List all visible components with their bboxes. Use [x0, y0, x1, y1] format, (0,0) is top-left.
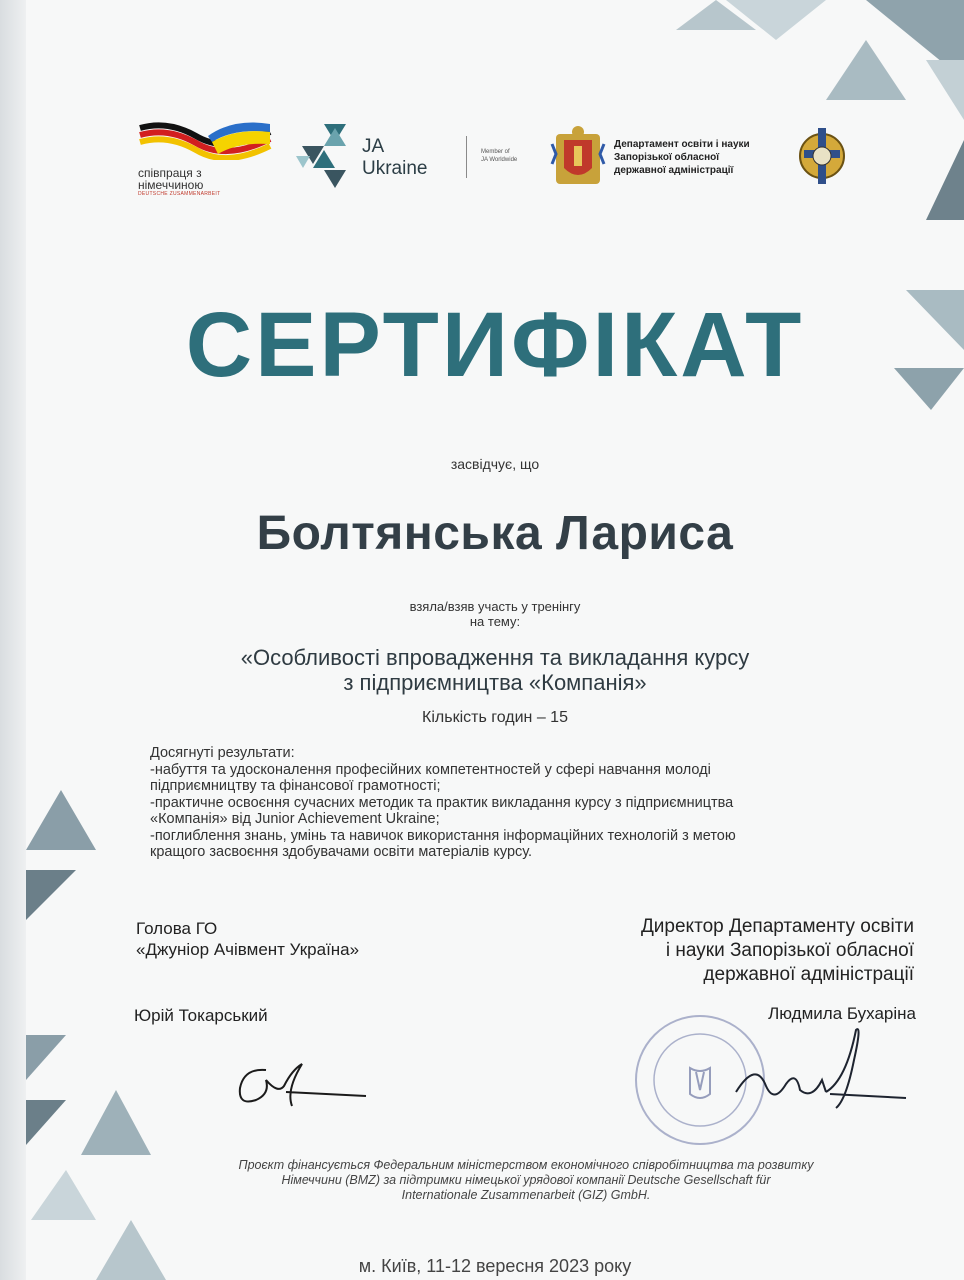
right-signatory-title — [641, 915, 914, 987]
footnote-line1: Проєкт фінансується Федеральним міністерством економічного співробітництва та розвитку — [238, 1158, 814, 1172]
right-signatory-name: Людмила Бухаріна — [768, 1004, 916, 1023]
results-line: підприємництву та фінансової грамотності; — [150, 778, 441, 794]
topic-line2: з підприємництва «Компанія» — [343, 670, 647, 695]
department-name — [614, 138, 750, 177]
triangle-deco — [926, 60, 964, 120]
footnote-line3: Internationale Zusammenarbeit (GIZ) GmbH. — [401, 1188, 651, 1202]
certificate-sheet — [26, 0, 964, 1280]
city-date: м. Київ, 11-12 вересня 2023 року — [358, 1256, 632, 1276]
cooperation-small: DEUTSCHE ZUSAMMENARBEIT — [138, 191, 221, 197]
certificate-title: СЕРТИФІКАТ — [185, 294, 805, 396]
logo-divider — [466, 136, 467, 178]
results-line: -набуття та удосконалення професійних компетентностей у сфері навчання молоді — [150, 761, 711, 778]
training-topic — [26, 645, 964, 695]
dept-line3: державної адміністрації — [614, 165, 734, 176]
member-line1: Member of — [481, 149, 510, 155]
ja-ukraine-logo — [296, 124, 456, 194]
triangle-deco — [81, 1090, 151, 1155]
ja-line1: JA — [362, 136, 385, 157]
right-title-line3: державної адміністрації — [703, 964, 914, 985]
left-signatory-title — [136, 918, 359, 960]
left-signatory-name: Юрій Токарський — [134, 1006, 268, 1025]
topic-line1: «Особливості впровадження та викладання курсу — [240, 645, 750, 670]
zaporizhzhia-coat-of-arms-icon — [550, 124, 606, 190]
results-line: «Компанія» від Junior Achievement Ukraine; — [150, 811, 440, 827]
flag-wave-icon — [138, 122, 273, 160]
took-line2: на тему: — [469, 614, 521, 629]
results-line: -практичне освоєння сучасних методик та практик викладання курсу з підприємництва — [150, 794, 734, 811]
left-title-line2: «Джуніор Ачівмент Україна» — [136, 940, 360, 959]
recipient-name: Болтянська Лариса — [256, 507, 734, 560]
results-block — [150, 745, 910, 861]
took-line1: взяла/взяв участь у тренінгу — [409, 599, 581, 614]
right-title-line2: і науки Запорізької обласної — [665, 940, 914, 961]
participation-text — [26, 599, 964, 629]
funding-footnote — [166, 1158, 886, 1203]
triangle-deco — [26, 870, 76, 920]
regional-emblem-icon — [794, 124, 850, 190]
certifies-text: засвідчує, що — [450, 456, 540, 472]
triangle-deco — [826, 40, 906, 100]
wall-background — [0, 0, 26, 1280]
results-line: кращого засвоєння здобувачами освіти матеріалів курсу. — [150, 844, 533, 860]
dept-line1: Департамент освіти і науки — [614, 139, 750, 150]
ja-triangles-icon — [296, 124, 352, 190]
triangle-deco — [26, 1100, 66, 1145]
cooperation-germany-logo — [138, 122, 278, 198]
left-title-line1: Голова ГО — [136, 919, 218, 938]
member-of-ja — [481, 148, 517, 164]
logo-row — [26, 118, 964, 198]
dept-line2: Запорізької обласної — [614, 152, 720, 163]
results-line: -поглиблення знань, умінь та навичок використання інформаційних технологій з метою — [150, 827, 736, 844]
cooperation-line1: співпраця з — [138, 166, 202, 180]
triangle-deco — [31, 1170, 96, 1220]
ja-line2: Ukraine — [362, 158, 428, 179]
footnote-line2: Німеччини (BMZ) за підтримки німецької урядової компанії Deutsche Gesellschaft für — [281, 1173, 771, 1187]
member-line2: JA Worldwide — [481, 157, 518, 163]
right-title-line1: Директор Департаменту освіти — [640, 916, 914, 937]
triangle-deco — [26, 790, 96, 850]
results-line: Досягнуті результати: — [150, 745, 295, 761]
cooperation-line2: німеччиною — [138, 178, 204, 192]
hours-count: Кількість годин – 15 — [422, 709, 568, 726]
left-signature-icon — [226, 1050, 376, 1130]
right-signature-icon — [726, 1020, 916, 1130]
triangle-deco — [26, 1035, 66, 1080]
